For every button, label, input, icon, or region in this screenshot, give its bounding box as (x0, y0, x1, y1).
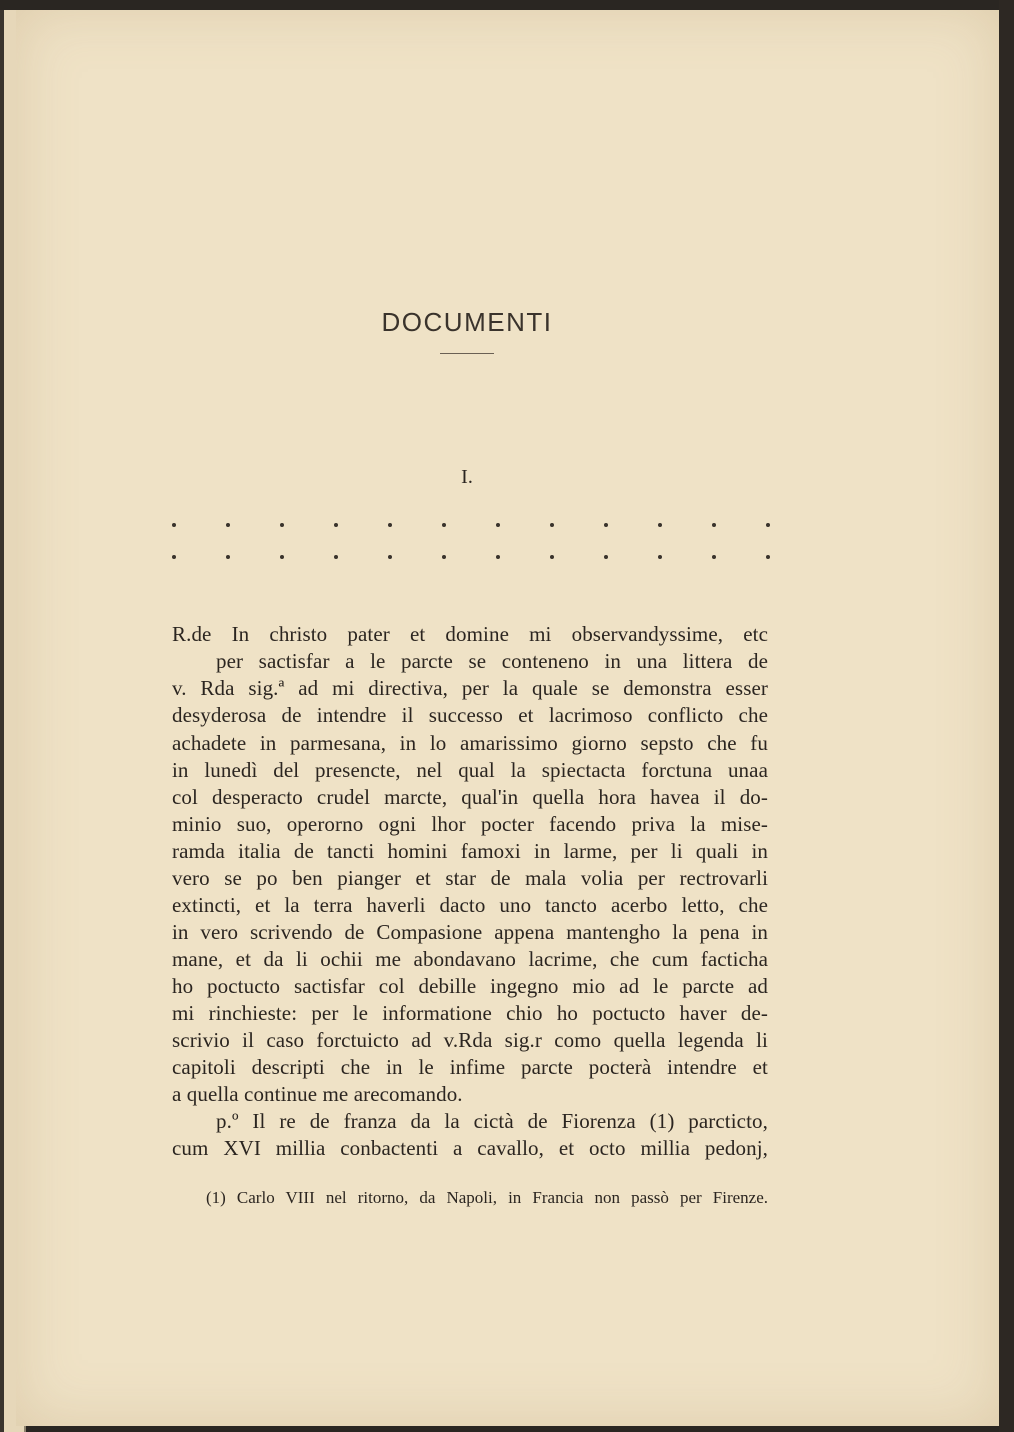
paragraph-line: per sactisfar a le parcte se conteneno in una littera de (216, 649, 768, 673)
paragraph-line: in vero scrivendo de Compasione appena mantengho la pena in (172, 920, 768, 944)
document-title: DOCUMENTI (381, 307, 553, 337)
paragraph-line: capitoli descripti che in le infime parcte pocterà intendre et (172, 1055, 768, 1079)
paragraph-line: scrivio il caso forctuicto ad v.Rda sig.r como quella legenda li (172, 1028, 768, 1052)
paragraph-line: ramda italia de tancti homini famoxi in larme, per li quali in (172, 839, 768, 863)
footnote: (1) Carlo VIII nel ritorno, da Napoli, in Francia non passò per Firenze. (206, 1188, 768, 1207)
paragraph-line: extincti, et la terra haverli dacto uno tancto acerbo letto, che (172, 893, 768, 917)
paragraph-line: achadete in parmesana, in lo amarissimo giorno sepsto che fu (172, 731, 768, 755)
section-number: I. (461, 466, 473, 488)
ellipsis-row (172, 555, 770, 559)
ellipsis-row (172, 523, 770, 527)
paragraph-line: R.de In christo pater et domine mi observandyssime, etc (172, 622, 768, 646)
paragraph-line: cum XVI millia conbactenti a cavallo, et octo millia pedonj, (172, 1136, 768, 1160)
paragraph-line: p.º Il re de franza da la cictà de Fiorenza (1) parcticto, (216, 1109, 768, 1133)
paragraph-line: mane, et da li ochii me abondavano lacrime, che cum facticha (172, 947, 768, 971)
paragraph-line: in lunedì del presencte, nel qual la spiectacta forctuna unaa (172, 758, 768, 782)
title-divider (440, 353, 494, 354)
paragraph-line: minio suo, operorno ogni lhor pocter facendo priva la mise- (172, 812, 768, 836)
paragraph-line: mi rinchieste: per le informatione chio ho poctucto haver de- (172, 1001, 768, 1025)
paragraph-line: v. Rda sig.ª ad mi directiva, per la quale se demonstra esser (172, 676, 768, 700)
paragraph-line: desyderosa de intendre il successo et lacrimoso conflicto che (172, 703, 768, 727)
paragraph-line: col desperacto crudel marcte, qual'in quella hora havea il do- (172, 785, 768, 809)
paragraph-line: vero se po ben pianger et star de mala volia per rectrovarli (172, 866, 768, 890)
paragraph-line: a quella continue me arecomando. (172, 1082, 463, 1106)
paragraph-line: ho poctucto sactisfar col debille ingegno mio ad le parcte ad (172, 974, 768, 998)
